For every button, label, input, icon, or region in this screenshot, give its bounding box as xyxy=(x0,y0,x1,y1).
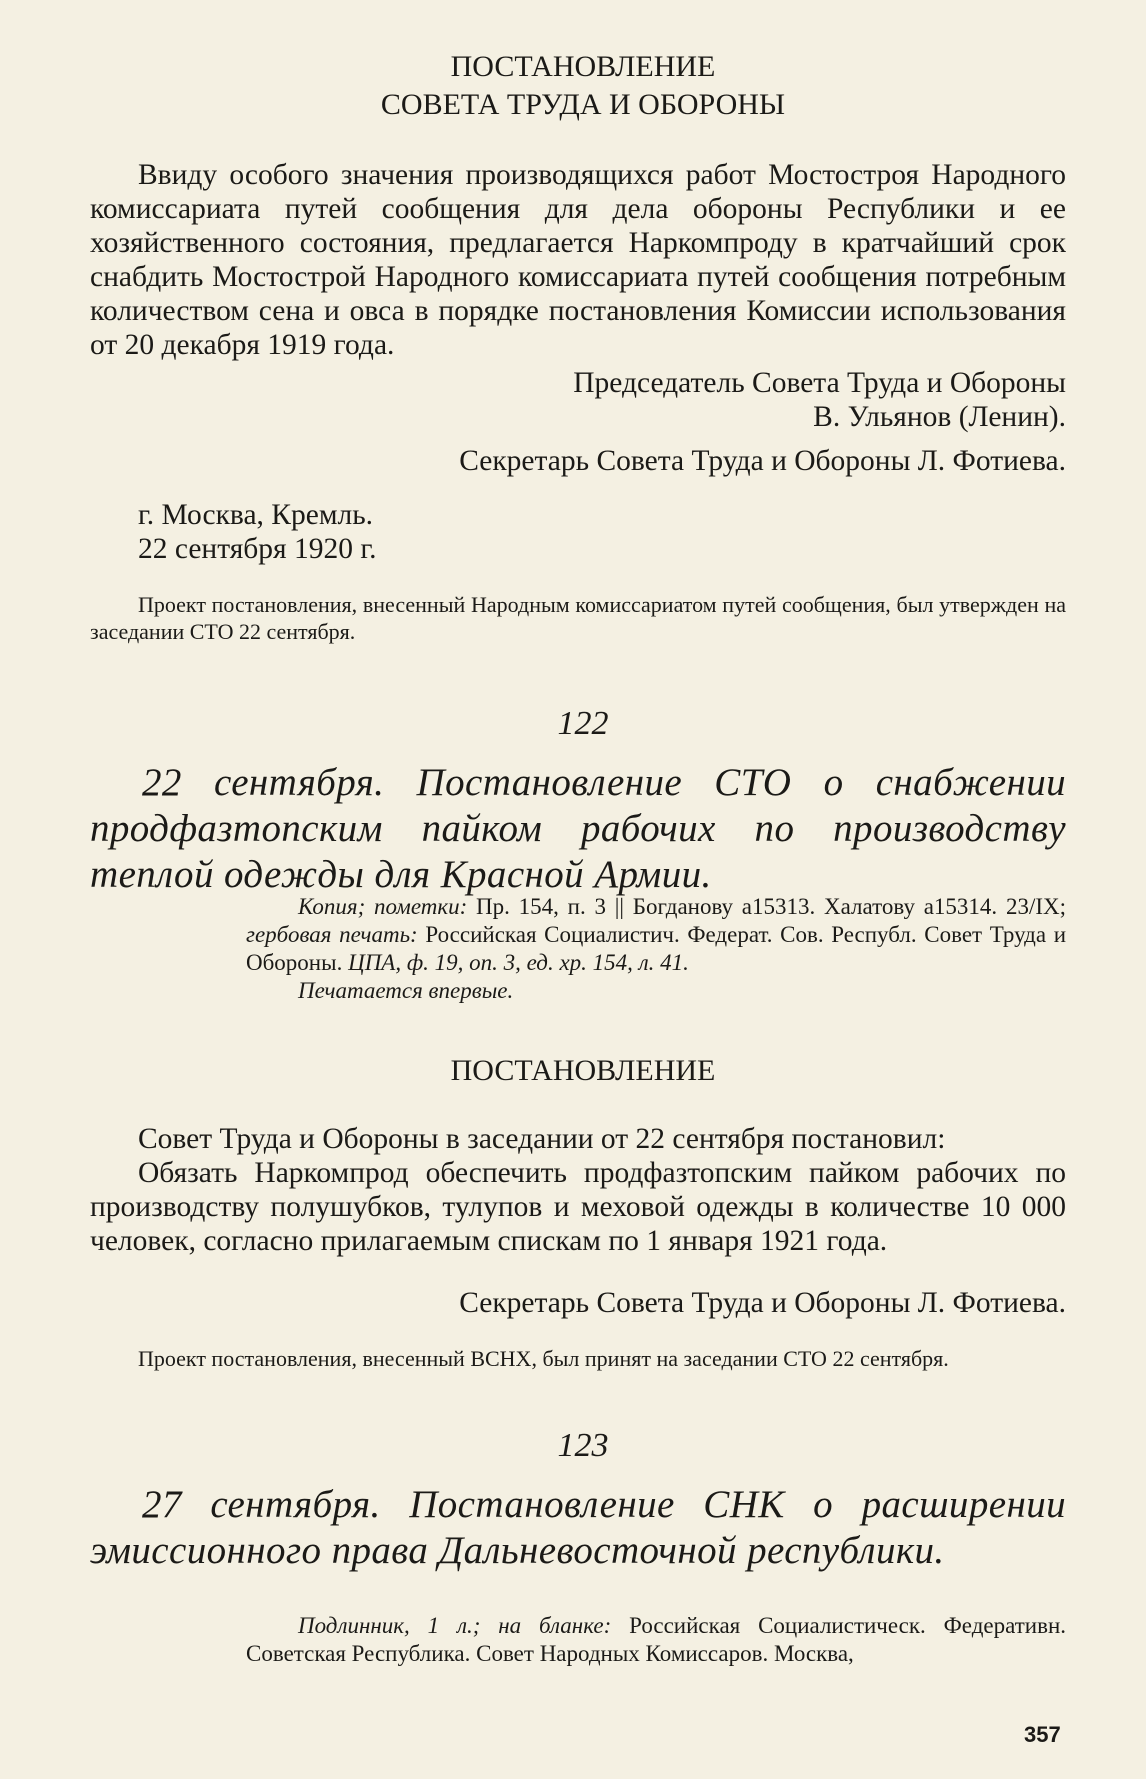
archive-122-reference: ЦПА, ф. 19, оп. 3, ед. хр. 154, л. 41. xyxy=(348,950,689,975)
document-122-heading-text: 22 сентября. Постановление СТО о снабжении продфазтопским пайком рабочих по производству теплой одежды для Красной Армии. xyxy=(90,761,1066,896)
place-date-block xyxy=(138,498,738,566)
print-note-122: Печатается впервые. xyxy=(298,978,514,1003)
document-number-123: 123 xyxy=(557,1427,609,1464)
document-122-heading xyxy=(90,760,1066,898)
archive-123-label1: Подлинник, 1 л.; на бланке: xyxy=(298,1613,612,1638)
resolution-122-signature: Секретарь Совета Труда и Обороны Л. Фотиева. xyxy=(459,1287,1066,1319)
resolution-122-title: ПОСТАНОВЛЕНИЕ xyxy=(450,1054,716,1087)
resolution-body xyxy=(90,158,1066,362)
archive-122-label2: гербовая печать: xyxy=(246,922,418,947)
page-number: 357 xyxy=(1024,1722,1061,1747)
archive-note-122 xyxy=(246,893,1066,1005)
resolution-122-body xyxy=(90,1122,1066,1258)
archive-123-text1: Российская Социалистическ. Федеративн. Советская Республика. Совет Народных Комиссаров. Москва, xyxy=(246,1613,1067,1666)
signature-block xyxy=(90,366,1066,478)
resolution-title xyxy=(90,48,1076,124)
chairman-name: В. Ульянов (Ленин). xyxy=(813,401,1066,433)
document-123-heading xyxy=(90,1482,1066,1574)
archive-note-123 xyxy=(246,1612,1066,1668)
archive-122-text1: Пр. 154, п. 3 || Богданову а15313. Халатову а15314. 23/IX; xyxy=(467,894,1067,919)
resolution-122-body-p2: Обязать Наркомпрод обеспечить продфазтопским пайком рабочих по производству полушубков, тулупов и меховой одежды в количестве 10 000 человек, согласно прилагаемым спискам по 1 января 1921 года. xyxy=(90,1157,1066,1257)
editorial-note-1-text: Проект постановления, внесенный Народным комиссариатом путей сообщения, был утвержден на заседании СТО 22 сентября. xyxy=(90,592,1066,644)
document-number-122: 122 xyxy=(557,705,609,742)
resolution-122-body-p1: Совет Труда и Обороны в заседании от 22 сентября постановил: xyxy=(138,1123,946,1155)
editorial-note-1 xyxy=(90,591,1066,645)
editorial-note-122-text: Проект постановления, внесенный ВСНХ, был принят на заседании СТО 22 сентября. xyxy=(138,1346,949,1371)
resolution-body-text: Ввиду особого значения производящихся работ Мостостроя Народного комиссариата путей сообщения для дела обороны Республики и ее хозяйственного состояния, предлагается Наркомпроду в кратчайший срок снабдить Мостострой Народного комиссариата путей сообщения потребным количеством сена и овса в порядке постановления Комиссии использования от 20 декабря 1919 года. xyxy=(90,159,1066,361)
archive-122-label1: Копия; пометки: xyxy=(298,894,468,919)
document-123-heading-text: 27 сентября. Постановление СНК о расширении эмиссионного права Дальневосточной республики. xyxy=(90,1483,1066,1572)
archive-122-text2: Российская Социалистич. Федерат. Сов. Республ. Совет Труда и Обороны. xyxy=(246,922,1067,975)
resolution-title-line2: СОВЕТА ТРУДА И ОБОРОНЫ xyxy=(380,88,786,121)
secretary-signature: Секретарь Совета Труда и Обороны Л. Фотиева. xyxy=(459,445,1066,477)
chairman-title: Председатель Совета Труда и Обороны xyxy=(573,367,1066,399)
editorial-note-122 xyxy=(90,1345,1066,1372)
date: 22 сентября 1920 г. xyxy=(138,533,377,565)
resolution-title-line1: ПОСТАНОВЛЕНИЕ xyxy=(450,50,716,83)
place: г. Москва, Кремль. xyxy=(138,499,374,531)
